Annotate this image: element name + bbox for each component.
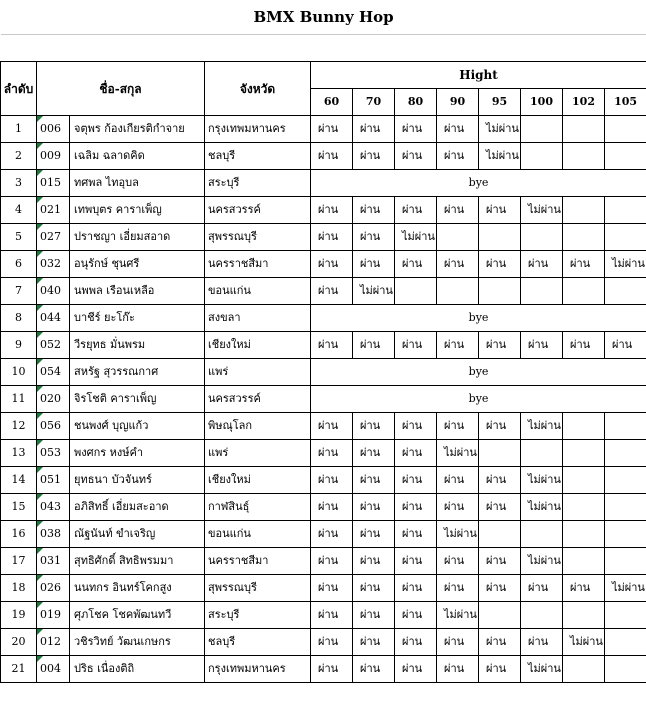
result-cell[interactable]: ผ่าน [353, 224, 395, 251]
result-cell[interactable]: ไม่ผ่าน [605, 251, 646, 278]
table-row [1, 575, 646, 602]
code-cell[interactable]: 019 [37, 602, 70, 629]
result-cell[interactable]: ผ่าน [353, 197, 395, 224]
name-cell[interactable]: ณัฐนันท์ ขำเจริญ [70, 521, 205, 548]
result-cell[interactable]: ไม่ผ่าน [521, 494, 563, 521]
result-cell[interactable]: ผ่าน [353, 575, 395, 602]
code-cell[interactable]: 015 [37, 170, 70, 197]
province-cell[interactable]: ขอนแก่น [205, 278, 311, 305]
result-cell[interactable]: ผ่าน [311, 143, 353, 170]
province-cell[interactable]: สุพรรณบุรี [205, 575, 311, 602]
result-cell[interactable]: ผ่าน [479, 251, 521, 278]
name-cell[interactable]: นพพล เรือนเหลือ [70, 278, 205, 305]
result-cell[interactable]: ผ่าน [353, 548, 395, 575]
code-cell[interactable]: 021 [37, 197, 70, 224]
province-cell[interactable]: เชียงใหม่ [205, 467, 311, 494]
result-cell[interactable]: ผ่าน [437, 494, 479, 521]
header-height-105[interactable]: 105 [605, 89, 646, 116]
province-cell[interactable]: สงขลา [205, 305, 311, 332]
result-cell[interactable]: ไม่ผ่าน [353, 278, 395, 305]
result-cell[interactable] [563, 143, 605, 170]
result-cell[interactable] [479, 602, 521, 629]
table-row [1, 359, 646, 386]
code-cell[interactable]: 053 [37, 440, 70, 467]
code-cell[interactable]: 027 [37, 224, 70, 251]
result-cell[interactable] [437, 224, 479, 251]
result-cell[interactable] [521, 143, 563, 170]
result-cell[interactable]: ผ่าน [311, 467, 353, 494]
order-cell[interactable]: 4 [1, 197, 37, 224]
result-cell[interactable]: ไม่ผ่าน [563, 629, 605, 656]
header-height-70[interactable]: 70 [353, 89, 395, 116]
result-cell[interactable]: ผ่าน [353, 494, 395, 521]
result-cell[interactable] [605, 278, 646, 305]
result-cell[interactable]: ผ่าน [563, 575, 605, 602]
table-row [1, 602, 646, 629]
result-cell[interactable]: ผ่าน [353, 116, 395, 143]
result-cell[interactable] [521, 440, 563, 467]
result-cell[interactable]: ผ่าน [521, 332, 563, 359]
name-cell[interactable]: เฉลิม ฉลาดคิด [70, 143, 205, 170]
province-cell[interactable]: สระบุรี [205, 170, 311, 197]
province-cell[interactable]: ขอนแก่น [205, 521, 311, 548]
result-cell[interactable]: ผ่าน [479, 575, 521, 602]
order-cell[interactable]: 3 [1, 170, 37, 197]
province-cell[interactable]: นครสวรรค์ [205, 386, 311, 413]
province-cell[interactable]: นครราชสีมา [205, 251, 311, 278]
table-row [1, 386, 646, 413]
result-cell[interactable]: ผ่าน [353, 521, 395, 548]
result-cell[interactable]: ผ่าน [395, 548, 437, 575]
result-cell[interactable]: ผ่าน [311, 116, 353, 143]
province-cell[interactable]: พิษณุโลก [205, 413, 311, 440]
order-cell[interactable]: 11 [1, 386, 37, 413]
name-cell[interactable]: สหรัฐ สุวรรณกาศ [70, 359, 205, 386]
result-cell[interactable]: ผ่าน [437, 656, 479, 683]
result-cell[interactable]: ผ่าน [395, 116, 437, 143]
result-cell[interactable]: ผ่าน [395, 521, 437, 548]
result-cell[interactable]: ผ่าน [311, 629, 353, 656]
result-cell[interactable]: ผ่าน [311, 494, 353, 521]
result-cell[interactable]: ผ่าน [479, 629, 521, 656]
name-cell[interactable]: นนทกร อินทร์โคกสูง [70, 575, 205, 602]
result-cell[interactable]: ไม่ผ่าน [521, 548, 563, 575]
name-cell[interactable]: วชิรวิทย์ วัฒนเกษกร [70, 629, 205, 656]
name-cell[interactable]: อนุรักษ์ ชุนศรี [70, 251, 205, 278]
order-cell[interactable]: 6 [1, 251, 37, 278]
table-row [1, 521, 646, 548]
header-height-group[interactable]: Hight [311, 62, 646, 89]
name-cell[interactable]: สุทธิศักดิ์ สิทธิพรมมา [70, 548, 205, 575]
result-cell[interactable]: ผ่าน [563, 332, 605, 359]
order-cell[interactable]: 13 [1, 440, 37, 467]
result-cell[interactable]: ผ่าน [437, 629, 479, 656]
result-cell[interactable]: ผ่าน [437, 251, 479, 278]
table-row [1, 170, 646, 197]
result-cell[interactable]: ผ่าน [437, 116, 479, 143]
result-cell[interactable]: ผ่าน [605, 332, 646, 359]
result-cell[interactable] [563, 656, 605, 683]
result-cell[interactable]: ผ่าน [353, 440, 395, 467]
result-cell[interactable]: ผ่าน [311, 251, 353, 278]
result-cell[interactable]: ผ่าน [395, 143, 437, 170]
name-cell[interactable]: ศุภโชค โชคพัฒนทวี [70, 602, 205, 629]
province-cell[interactable]: นครราชสีมา [205, 548, 311, 575]
order-cell[interactable]: 8 [1, 305, 37, 332]
result-cell[interactable] [521, 278, 563, 305]
code-cell[interactable]: 020 [37, 386, 70, 413]
result-cell[interactable]: ผ่าน [395, 575, 437, 602]
result-cell[interactable]: ผ่าน [563, 251, 605, 278]
result-cell[interactable] [563, 548, 605, 575]
result-cell[interactable]: ผ่าน [479, 332, 521, 359]
result-cell[interactable] [521, 224, 563, 251]
code-cell[interactable]: 009 [37, 143, 70, 170]
result-cell[interactable]: ผ่าน [437, 143, 479, 170]
result-cell[interactable] [479, 278, 521, 305]
code-cell[interactable]: 031 [37, 548, 70, 575]
result-cell[interactable]: ผ่าน [479, 494, 521, 521]
code-cell[interactable]: 004 [37, 656, 70, 683]
blank-row [1, 35, 646, 62]
code-cell[interactable]: 026 [37, 575, 70, 602]
result-cell[interactable]: ไม่ผ่าน [521, 656, 563, 683]
table-row [1, 413, 646, 440]
result-cell[interactable] [521, 602, 563, 629]
name-cell[interactable]: ยุทธนา บัวจันทร์ [70, 467, 205, 494]
code-cell[interactable]: 056 [37, 413, 70, 440]
result-cell[interactable] [605, 656, 646, 683]
result-cell[interactable]: ผ่าน [311, 548, 353, 575]
result-cell[interactable]: ผ่าน [353, 143, 395, 170]
table-row [1, 548, 646, 575]
result-cell[interactable]: ไม่ผ่าน [521, 467, 563, 494]
result-cell[interactable]: ไม่ผ่าน [437, 521, 479, 548]
name-cell[interactable]: พงศกร หงษ์คำ [70, 440, 205, 467]
header-height-90[interactable]: 90 [437, 89, 479, 116]
result-cell[interactable] [437, 278, 479, 305]
result-cell[interactable]: ผ่าน [311, 332, 353, 359]
order-cell[interactable]: 17 [1, 548, 37, 575]
result-cell[interactable] [605, 521, 646, 548]
result-cell[interactable] [479, 440, 521, 467]
province-cell[interactable]: กรุงเทพมหานคร [205, 116, 311, 143]
result-cell[interactable]: ผ่าน [311, 602, 353, 629]
result-cell[interactable]: ผ่าน [479, 467, 521, 494]
table-row [1, 278, 646, 305]
name-cell[interactable]: วีรยุทธ มั่นพรม [70, 332, 205, 359]
result-cell[interactable]: ผ่าน [395, 413, 437, 440]
order-cell[interactable]: 7 [1, 278, 37, 305]
bye-cell[interactable]: bye [311, 386, 646, 413]
result-cell[interactable] [563, 278, 605, 305]
order-cell[interactable]: 20 [1, 629, 37, 656]
order-cell[interactable]: 21 [1, 656, 37, 683]
result-cell[interactable]: ไม่ผ่าน [437, 602, 479, 629]
result-cell[interactable] [605, 602, 646, 629]
name-cell[interactable]: จตุพร ก้องเกียรติกำจาย [70, 116, 205, 143]
order-cell[interactable]: 16 [1, 521, 37, 548]
province-cell[interactable]: นครสวรรค์ [205, 197, 311, 224]
order-cell[interactable]: 5 [1, 224, 37, 251]
name-cell[interactable]: บาชีร์ ยะโก๊ะ [70, 305, 205, 332]
result-cell[interactable]: ผ่าน [311, 224, 353, 251]
title-row [1, 0, 646, 35]
result-cell[interactable]: ผ่าน [437, 413, 479, 440]
table-row [1, 251, 646, 278]
header-height-60[interactable]: 60 [311, 89, 353, 116]
code-cell[interactable]: 052 [37, 332, 70, 359]
order-cell[interactable]: 9 [1, 332, 37, 359]
result-cell[interactable]: ผ่าน [353, 251, 395, 278]
header-height-102[interactable]: 102 [563, 89, 605, 116]
result-cell[interactable]: ไม่ผ่าน [395, 224, 437, 251]
result-cell[interactable]: ไม่ผ่าน [521, 413, 563, 440]
result-cell[interactable] [605, 413, 646, 440]
order-cell[interactable]: 2 [1, 143, 37, 170]
result-cell[interactable]: ไม่ผ่าน [479, 116, 521, 143]
result-cell[interactable]: ผ่าน [395, 494, 437, 521]
result-cell[interactable]: ผ่าน [395, 332, 437, 359]
code-cell[interactable]: 044 [37, 305, 70, 332]
result-cell[interactable]: ผ่าน [395, 440, 437, 467]
result-cell[interactable]: ผ่าน [395, 629, 437, 656]
code-cell[interactable]: 040 [37, 278, 70, 305]
order-cell[interactable]: 10 [1, 359, 37, 386]
result-cell[interactable]: ผ่าน [521, 629, 563, 656]
result-cell[interactable] [605, 629, 646, 656]
table-row [1, 332, 646, 359]
result-cell[interactable] [563, 521, 605, 548]
order-cell[interactable]: 12 [1, 413, 37, 440]
result-cell[interactable]: ผ่าน [437, 332, 479, 359]
result-cell[interactable]: ผ่าน [311, 656, 353, 683]
province-cell[interactable]: แพร่ [205, 359, 311, 386]
code-cell[interactable]: 054 [37, 359, 70, 386]
result-cell[interactable]: ผ่าน [521, 575, 563, 602]
name-cell[interactable]: อภิสิทธิ์ เอี่ยมสะอาด [70, 494, 205, 521]
code-cell[interactable]: 038 [37, 521, 70, 548]
header-province[interactable]: จังหวัด [205, 62, 311, 116]
result-cell[interactable] [521, 116, 563, 143]
province-cell[interactable]: ชลบุรี [205, 629, 311, 656]
name-cell[interactable]: ปราชญา เอี่ยมสอาด [70, 224, 205, 251]
order-cell[interactable]: 18 [1, 575, 37, 602]
table-row [1, 494, 646, 521]
result-cell[interactable]: ผ่าน [479, 548, 521, 575]
result-cell[interactable]: ผ่าน [353, 413, 395, 440]
code-cell[interactable]: 032 [37, 251, 70, 278]
result-cell[interactable] [563, 602, 605, 629]
order-cell[interactable]: 15 [1, 494, 37, 521]
result-cell[interactable]: ผ่าน [437, 467, 479, 494]
result-cell[interactable]: ผ่าน [437, 575, 479, 602]
result-cell[interactable] [563, 116, 605, 143]
result-cell[interactable]: ผ่าน [479, 413, 521, 440]
province-cell[interactable]: กาฬสินธุ์ [205, 494, 311, 521]
result-cell[interactable]: ผ่าน [437, 548, 479, 575]
result-cell[interactable]: ผ่าน [353, 332, 395, 359]
blank-cell[interactable] [1, 35, 646, 62]
result-cell[interactable] [563, 467, 605, 494]
sheet-title[interactable]: BMX Bunny Hop [1, 0, 646, 35]
result-cell[interactable]: ผ่าน [395, 656, 437, 683]
header-height-100[interactable]: 100 [521, 89, 563, 116]
table-row [1, 467, 646, 494]
result-cell[interactable]: ผ่าน [311, 575, 353, 602]
table-row [1, 656, 646, 683]
result-cell[interactable]: ผ่าน [353, 602, 395, 629]
result-cell[interactable]: ผ่าน [311, 521, 353, 548]
header-order[interactable]: ลำดับ [1, 62, 37, 116]
name-cell[interactable]: ทศพล ไทอุบล [70, 170, 205, 197]
header-height-80[interactable]: 80 [395, 89, 437, 116]
result-cell[interactable]: ผ่าน [311, 440, 353, 467]
result-cell[interactable] [605, 116, 646, 143]
code-cell[interactable]: 051 [37, 467, 70, 494]
bye-cell[interactable]: bye [311, 305, 646, 332]
result-cell[interactable]: ผ่าน [353, 656, 395, 683]
result-cell[interactable]: ผ่าน [353, 629, 395, 656]
result-cell[interactable]: ไม่ผ่าน [479, 143, 521, 170]
name-cell[interactable]: จิรโชติ คาราเพ็ญ [70, 386, 205, 413]
result-cell[interactable] [605, 494, 646, 521]
bye-cell[interactable]: bye [311, 170, 646, 197]
result-cell[interactable]: ผ่าน [395, 251, 437, 278]
result-cell[interactable]: ผ่าน [479, 656, 521, 683]
result-cell[interactable] [563, 440, 605, 467]
table-row [1, 440, 646, 467]
result-cell[interactable]: ผ่าน [311, 278, 353, 305]
result-cell[interactable]: ผ่าน [395, 467, 437, 494]
order-cell[interactable]: 19 [1, 602, 37, 629]
result-cell[interactable] [563, 413, 605, 440]
result-cell[interactable]: ผ่าน [353, 467, 395, 494]
province-cell[interactable]: กรุงเทพมหานคร [205, 656, 311, 683]
result-cell[interactable] [563, 494, 605, 521]
code-cell[interactable]: 043 [37, 494, 70, 521]
order-cell[interactable]: 14 [1, 467, 37, 494]
table-row [1, 305, 646, 332]
result-cell[interactable]: ผ่าน [479, 197, 521, 224]
result-cell[interactable] [395, 278, 437, 305]
result-cell[interactable] [605, 197, 646, 224]
result-cell[interactable]: ไม่ผ่าน [605, 575, 646, 602]
result-cell[interactable]: ผ่าน [395, 197, 437, 224]
result-cell[interactable]: ไม่ผ่าน [521, 197, 563, 224]
bye-cell[interactable]: bye [311, 359, 646, 386]
header-name[interactable]: ชื่อ-สกุล [37, 62, 205, 116]
province-cell[interactable]: ชลบุรี [205, 143, 311, 170]
table-row [1, 197, 646, 224]
result-cell[interactable] [605, 440, 646, 467]
province-cell[interactable]: เชียงใหม่ [205, 332, 311, 359]
province-cell[interactable]: สระบุรี [205, 602, 311, 629]
result-cell[interactable] [521, 521, 563, 548]
name-cell[interactable]: ปริธ เนื่องติถิ [70, 656, 205, 683]
table-row [1, 629, 646, 656]
order-cell[interactable]: 1 [1, 116, 37, 143]
table-row [1, 143, 646, 170]
result-cell[interactable]: ไม่ผ่าน [437, 440, 479, 467]
result-cell[interactable] [605, 467, 646, 494]
header-height-95[interactable]: 95 [479, 89, 521, 116]
result-cell[interactable] [563, 197, 605, 224]
result-cell[interactable]: ผ่าน [521, 251, 563, 278]
result-cell[interactable]: ผ่าน [395, 602, 437, 629]
province-cell[interactable]: แพร่ [205, 440, 311, 467]
result-cell[interactable]: ผ่าน [311, 197, 353, 224]
header-row-top [1, 62, 646, 89]
name-cell[interactable]: เทพบุตร คาราเพ็ญ [70, 197, 205, 224]
result-cell[interactable] [479, 224, 521, 251]
result-cell[interactable] [563, 224, 605, 251]
result-cell[interactable]: ผ่าน [437, 197, 479, 224]
result-cell[interactable]: ผ่าน [311, 413, 353, 440]
province-cell[interactable]: สุพรรณบุรี [205, 224, 311, 251]
result-cell[interactable] [479, 521, 521, 548]
result-cell[interactable] [605, 143, 646, 170]
result-cell[interactable] [605, 548, 646, 575]
name-cell[interactable]: ชนพงศ์ บุญแก้ว [70, 413, 205, 440]
table-row [1, 224, 646, 251]
code-cell[interactable]: 006 [37, 116, 70, 143]
code-cell[interactable]: 012 [37, 629, 70, 656]
result-cell[interactable] [605, 224, 646, 251]
table-row [1, 116, 646, 143]
